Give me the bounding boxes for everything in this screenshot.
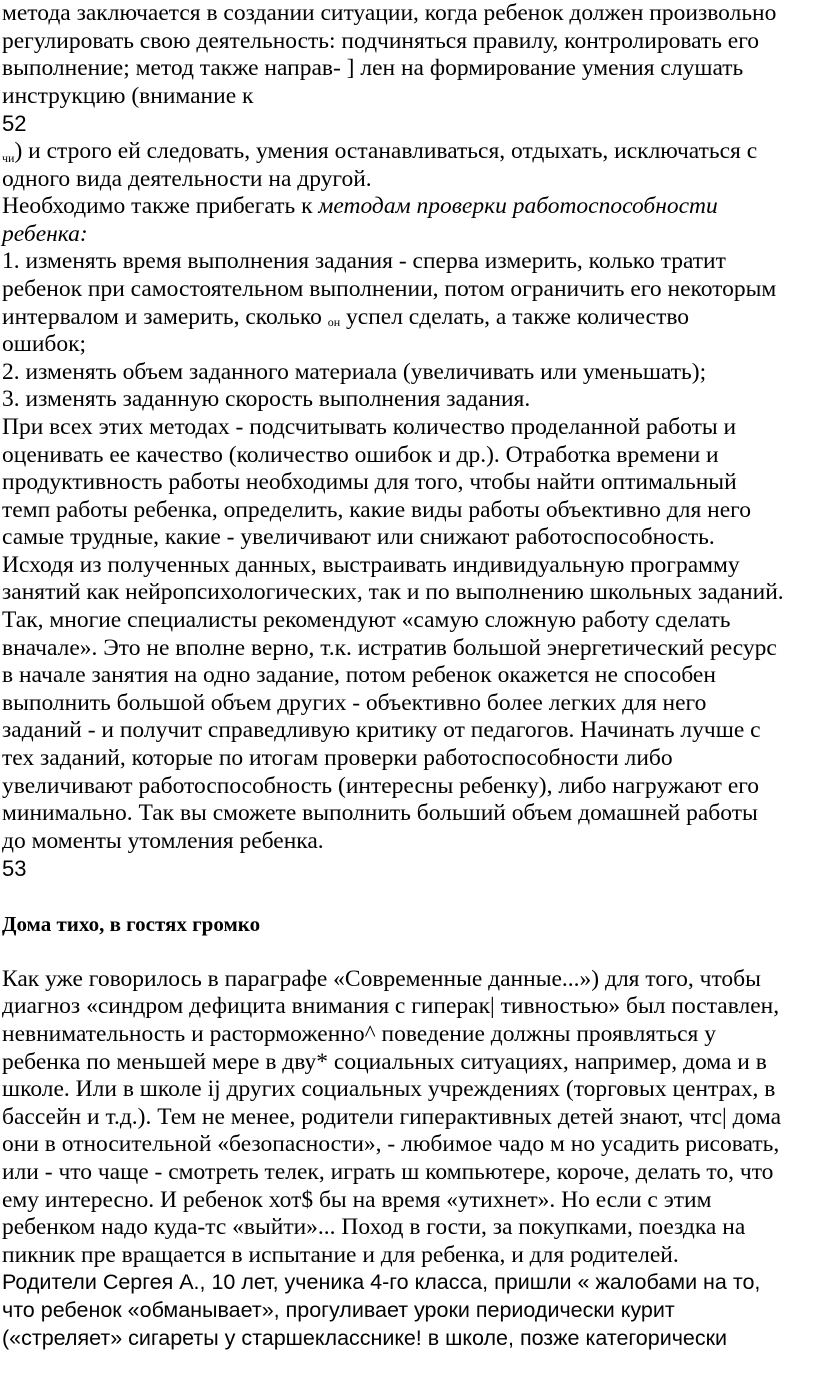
text-line: При всех этих методах - подсчитывать количество проделанной работы и xyxy=(2,413,737,440)
text-line xyxy=(2,221,816,249)
text-line: невнимательность и расторможенно^ поведение должны проявляться у xyxy=(2,1020,716,1047)
text-line: школе. Или в школе ij других социальных учреждениях (торговых центрах, в xyxy=(2,1076,776,1103)
text-line: метода заключается в создании ситуации, когда ребенок должен произвольно xyxy=(2,0,777,26)
text-line: или - что чаще - смотреть телек, играть ш компьютере, короче, делать то, что xyxy=(2,1158,774,1185)
text-line: в начале занятия на одно задание, потом ребенок окажется не способен xyxy=(2,662,716,689)
method-list xyxy=(0,248,816,414)
list-item: 1. изменять время выполнения задания - сперва измерить, колько тратит xyxy=(2,248,726,275)
spacer xyxy=(0,938,816,966)
text-line: Так, многие специалисты рекомендуют «самую сложную работу сделать xyxy=(2,607,731,634)
text-line: («стреляет» сигареты у старшеклассникe! в школе, позже категорически xyxy=(2,1325,728,1350)
text-line: они в относительной «безопасности», - любимое чадо м но усадить рисовать, xyxy=(2,1131,780,1158)
subscript-fragment: он xyxy=(327,314,341,329)
text-line: оценивать ее качество (количество ошибок и др.). Отработка времени и xyxy=(2,441,719,468)
text-line: выполнение; метод также направ- ] лен на формирование умения слушать xyxy=(2,55,744,82)
text-fragment: успел сделать, а также количество xyxy=(340,303,690,330)
text-line: диагноз «синдром дефицита внимания с гиперак| тивностью» был поставлен, xyxy=(2,993,780,1020)
text-line: регулировать свою деятельность: подчиняться правилу, контролировать его xyxy=(2,27,760,54)
text-line: Исходя из полученных данных, выстраивать индивидуальную программу xyxy=(2,551,740,578)
text-line: выполнить большой объем других - объективно более легких для него xyxy=(2,689,707,716)
text-line: темп работы ребенка, определить, какие виды работы объективно для него xyxy=(2,496,751,523)
text-fragment: ) и строго ей следовать, умения останавливаться, отдыхать, исключаться с xyxy=(14,137,758,164)
text-line: ребенком надо куда-тс «выйти»... Поход в гости, за покупками, поездка на xyxy=(2,1214,746,1241)
text-line: минимально. Так вы сможете выполнить больший объем домашней работы xyxy=(2,800,758,827)
list-item-continuation: ошибок; xyxy=(2,331,87,358)
paragraph-method-description xyxy=(0,0,816,110)
text-line: бассейн и т.д.). Тем не менее, родители гиперактивных детей знают, чтс| дома xyxy=(2,1103,782,1130)
text-line: продуктивность работы необходимы для того, чтобы найти оптимальный xyxy=(2,469,737,496)
text-line xyxy=(2,138,816,166)
text-line: заданий - и получит справедливую критику от педагогов. Начинать лучше с xyxy=(2,717,761,744)
text-line: ему интересно. И ребенок хот$ бы на время «утихнет». Но если с этим xyxy=(2,1186,712,1213)
text-line: ребенка по меньшей мере в дву* социальных ситуациях, например, дома и в xyxy=(2,1048,767,1075)
text-line xyxy=(2,193,816,221)
text-line: одного вида деятельности на другой. xyxy=(2,165,372,192)
text-fragment: интервалом и замерить, сколько xyxy=(2,303,328,330)
page-number: 53 xyxy=(2,856,27,882)
spacer xyxy=(0,883,816,911)
text-line: самые трудные, какие - увеличивают или снижают работоспособность. xyxy=(2,524,715,551)
list-item-continuation: ребенок при самостоятельном выполнении, потом ограничить его некоторым xyxy=(2,275,777,302)
text-line: что ребенок «обманывает», прогуливает уроки периодически курит xyxy=(2,1297,675,1322)
paragraph-continuation xyxy=(0,138,816,248)
paragraph-evaluation xyxy=(0,414,816,856)
text-line: занятий как нейропсихологических, так и по выполнению школьных заданий. xyxy=(2,579,784,606)
text-line: увеличивают работоспособность (интересны ребенку), либо нагружают его xyxy=(2,772,760,799)
list-item: 2. изменять объем заданного материала (увеличивать или уменьшать); xyxy=(2,358,707,385)
page-number: 52 xyxy=(2,111,27,137)
list-item-continuation xyxy=(2,304,816,332)
text-line: пикник пре вращается в испытание и для ребенка, и для родителей. xyxy=(2,1241,679,1268)
text-line: до моменты утомления ребенка. xyxy=(2,827,324,854)
text-fragment: Необходимо также прибегать к xyxy=(2,193,319,220)
list-item: 3. изменять заданную скорость выполнения задания. xyxy=(2,386,531,413)
text-line: вначале». Это не вполне верно, т.к. истратив большой энергетический ресурс xyxy=(2,634,777,661)
italic-term: ребенка: xyxy=(2,220,88,247)
paragraph-case-study xyxy=(0,1269,816,1352)
text-line: Как уже говорилось в параграфе «Современные данные...») для того, чтобы xyxy=(2,965,761,992)
subscript-fragment: чи xyxy=(2,150,15,165)
text-line: инструкцию (внимание к xyxy=(2,82,254,109)
paragraph-home-vs-guests xyxy=(0,966,816,1270)
text-line: тех заданий, которые по итогам проверки работоспособности либо xyxy=(2,745,673,772)
text-line: Родители Сергея А., 10 лет, ученика 4-го класса, пришли « жалобами на то, xyxy=(2,1270,761,1295)
italic-term: методам проверки работоспособности xyxy=(318,193,718,220)
section-title: Дома тихо, в гостях громко xyxy=(2,911,261,936)
